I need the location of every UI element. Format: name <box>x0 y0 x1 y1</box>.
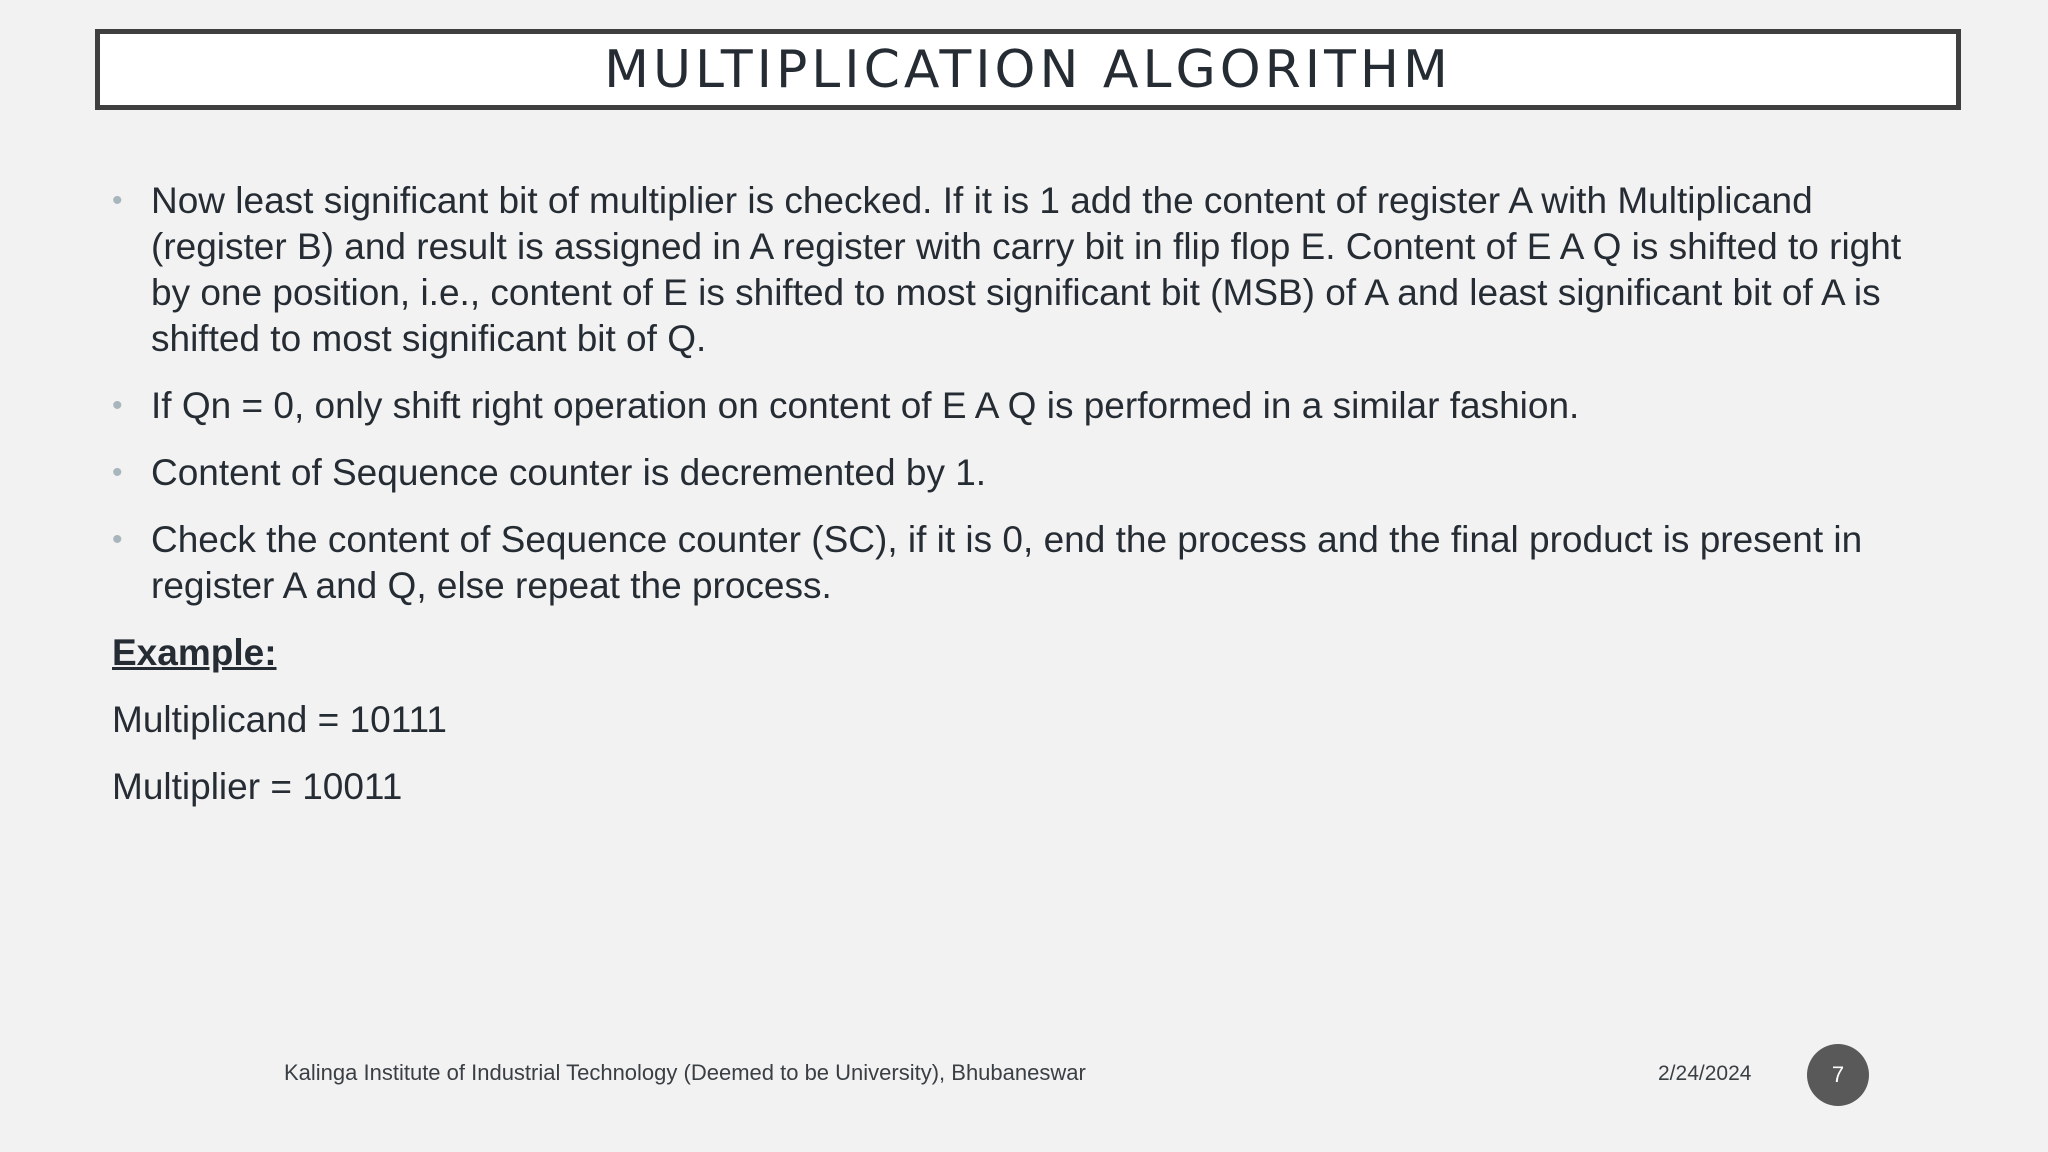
multiplicand-line: Multiplicand = 10111 <box>112 699 447 740</box>
bullet-text: Now least significant bit of multiplier is checked. If it is 1 add the content of register A with Multiplicand (register B) and result is assigned in A register with carry bit in flip flop E. Content of E A Q is shifted to right by one position, i.e., content of E is shifted to most significant bit (MSB) of A and least significant bit of A is shifted to most significant bit of Q. <box>151 180 1902 359</box>
bullet-list <box>112 178 1932 609</box>
bullet-item <box>112 383 1932 429</box>
bullet-text: Check the content of Sequence counter (SC), if it is 0, end the process and the final product is present in register A and Q, else repeat the process. <box>151 519 1863 606</box>
example-label: Example: <box>112 632 277 673</box>
bullet-icon: • <box>112 184 123 217</box>
bullet-icon: • <box>112 523 123 556</box>
bullet-item <box>112 517 1932 609</box>
multiplier-line: Multiplier = 10011 <box>112 766 403 807</box>
bullet-icon: • <box>112 389 123 422</box>
bullet-text: Content of Sequence counter is decremented by 1. <box>151 452 987 493</box>
bullet-text: If Qn = 0, only shift right operation on content of E A Q is performed in a similar fashion. <box>151 385 1580 426</box>
bullet-item <box>112 178 1932 362</box>
page-number-badge <box>1807 1044 1869 1106</box>
page-number: 7 <box>1831 1062 1845 1087</box>
slide-content <box>112 178 1932 831</box>
footer-institution: Kalinga Institute of Industrial Technology (Deemed to be University), Bhubaneswar <box>284 1060 1086 1085</box>
footer-date: 2/24/2024 <box>1658 1062 1752 1085</box>
slide-title: MULTIPLICATION ALGORITHM <box>604 39 1452 100</box>
example-heading <box>112 630 1932 676</box>
bullet-item <box>112 450 1932 496</box>
bullet-icon: • <box>112 456 123 489</box>
title-box <box>95 29 1961 110</box>
